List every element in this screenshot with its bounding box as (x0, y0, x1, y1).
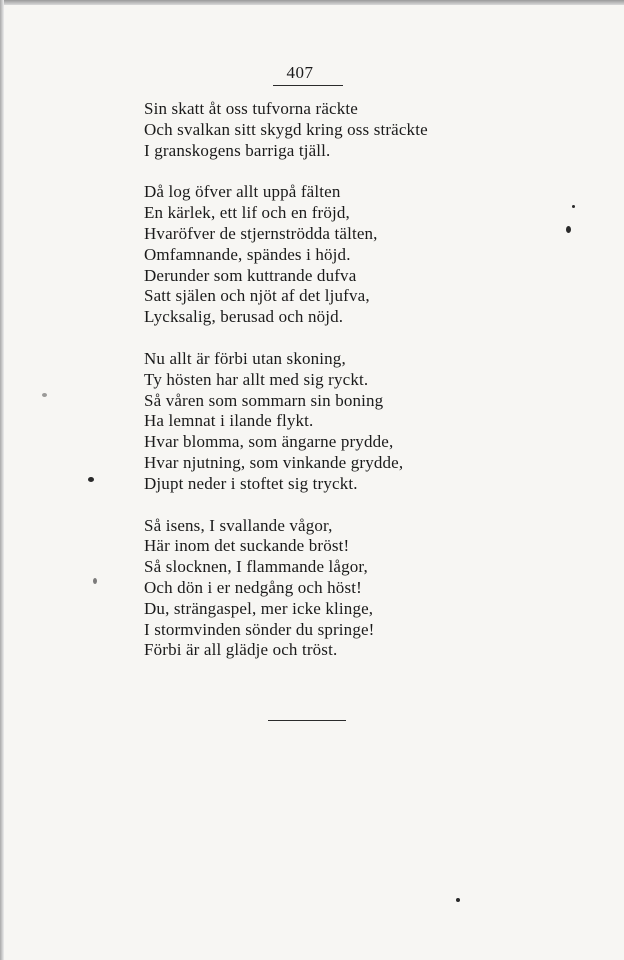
poem-line: Förbi är all glädje och tröst. (144, 640, 338, 660)
poem (144, 99, 484, 682)
ink-speck (566, 226, 571, 233)
stanza-4 (144, 516, 484, 662)
poem-line: Och dön i er nedgång och höst! (144, 577, 362, 597)
poem-line: Så slocknen, I flammande lågor, (144, 557, 368, 577)
poem-line: Sin skatt åt oss tufvorna räckte (144, 99, 358, 118)
stanza-2 (144, 182, 484, 328)
poem-line: Då log öfver allt uppå fälten (144, 182, 341, 202)
stanza-1 (144, 99, 484, 161)
poem-line: En kärlek, ett lif och en fröjd, (144, 203, 350, 223)
page-number: 407 (286, 63, 314, 82)
poem-line: Djupt neder i stoftet sig tryckt. (144, 473, 358, 493)
stanza-3 (144, 349, 484, 495)
poem-line: Så isens, I svallande vågor, (144, 515, 333, 535)
ink-speck (456, 898, 460, 902)
poem-line: I granskogens barriga tjäll. (144, 140, 331, 160)
poem-line: Omfamnande, spändes i höjd. (144, 244, 351, 264)
poem-line: Så våren som sommarn sin boning (144, 390, 384, 410)
poem-line: Hvar njutning, som vinkande grydde, (144, 452, 404, 472)
ink-speck (42, 393, 47, 397)
page-top-edge (0, 0, 624, 5)
poem-line: Nu allt är förbi utan skoning, (144, 348, 346, 368)
poem-line: Här inom det suckande bröst! (144, 536, 350, 556)
poem-line: Ty hösten har allt med sig ryckt. (144, 369, 369, 389)
poem-line: Och svalkan sitt skygd kring oss sträckte (144, 119, 428, 139)
ink-speck (88, 477, 94, 482)
poem-line: Du, strängaspel, mer icke klinge, (144, 598, 374, 618)
page-number-rule (273, 85, 343, 86)
poem-line: Hvaröfver de stjernströdda tälten, (144, 223, 378, 243)
page-left-edge (0, 0, 4, 960)
poem-line: Lycksalig, berusad och nöjd. (144, 307, 344, 327)
ink-speck (93, 578, 97, 584)
poem-line: I stormvinden sönder du springe! (144, 619, 375, 639)
poem-line: Satt själen och njöt af det ljufva, (144, 286, 370, 306)
end-rule (268, 720, 346, 721)
poem-line: Ha lemnat i ilande flykt. (144, 411, 314, 431)
ink-speck (572, 205, 575, 208)
poem-line: Derunder som kuttrande dufva (144, 265, 357, 285)
poem-line: Hvar blomma, som ängarne prydde, (144, 432, 394, 452)
